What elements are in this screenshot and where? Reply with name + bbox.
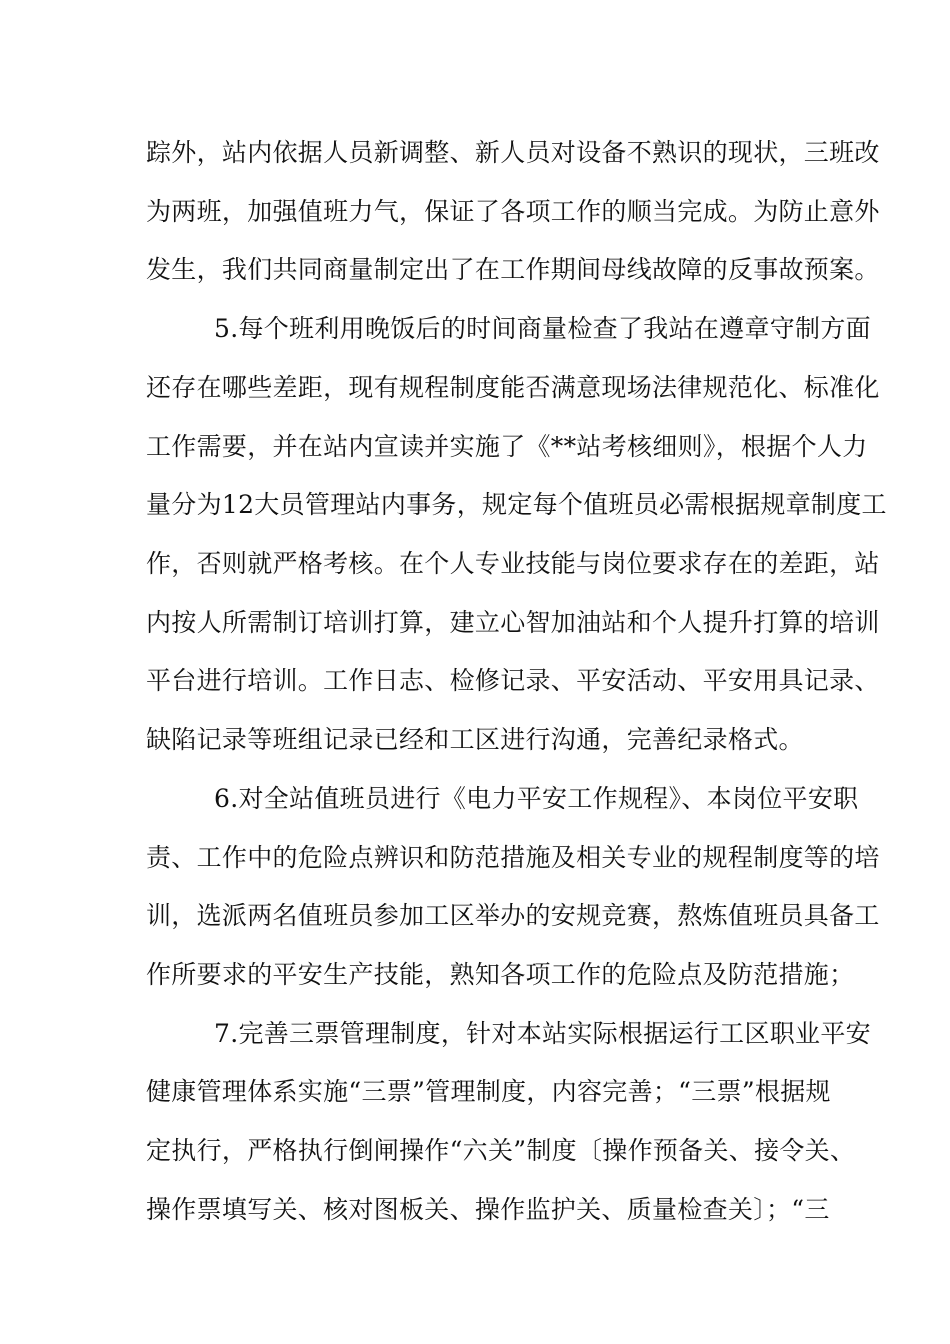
- text-line: 训，选派两名值班员参加工区举办的安规竞赛，熬炼值班员具备工: [146, 901, 880, 930]
- text-line: 还存在哪些差距，现有规程制度能否满意现场法律规范化、标准化: [146, 373, 880, 402]
- paragraph-7-start: 7.完善三票管理制度，针对本站实际根据运行工区职业平安: [214, 1019, 871, 1048]
- text-line: 工作需要，并在站内宣读并实施了《**站考核细则》，根据个人力: [146, 432, 868, 461]
- text-line: 健康管理体系实施“三票”管理制度，内容完善；“三票”根据规: [146, 1077, 831, 1106]
- text-line: 发生，我们共同商量制定出了在工作期间母线故障的反事故预案。: [146, 255, 880, 284]
- text-line: 平台进行培训。工作日志、检修记录、平安活动、平安用具记录、: [146, 666, 880, 695]
- text-line: 为两班，加强值班力气，保证了各项工作的顺当完成。为防止意外: [146, 197, 880, 226]
- text-line: 作，否则就严格考核。在个人专业技能与岗位要求存在的差距，站: [146, 549, 880, 578]
- text-line: 责、工作中的危险点辨识和防范措施及相关专业的规程制度等的培: [146, 843, 880, 872]
- text-line: 量分为12大员管理站内事务，规定每个值班员必需根据规章制度工: [146, 490, 887, 519]
- text-line: 定执行，严格执行倒闸操作“六关”制度〔操作预备关、接令关、: [146, 1136, 856, 1165]
- text-line: 踪外，站内依据人员新调整、新人员对设备不熟识的现状，三班改: [146, 138, 880, 167]
- text-line: 操作票填写关、核对图板关、操作监护关、质量检查关〕；“三: [146, 1195, 830, 1224]
- text-line: 内按人所需制订培训打算，建立心智加油站和个人提升打算的培训: [146, 608, 880, 637]
- paragraph-6-start: 6.对全站值班员进行《电力平安工作规程》、本岗位平安职: [214, 784, 859, 813]
- paragraph-5-start: 5.每个班利用晚饭后的时间商量检查了我站在遵章守制方面: [214, 314, 871, 343]
- text-line: 缺陷记录等班组记录已经和工区进行沟通，完善纪录格式。: [146, 725, 804, 754]
- text-line: 作所要求的平安生产技能，熟知各项工作的危险点及防范措施；: [146, 960, 855, 989]
